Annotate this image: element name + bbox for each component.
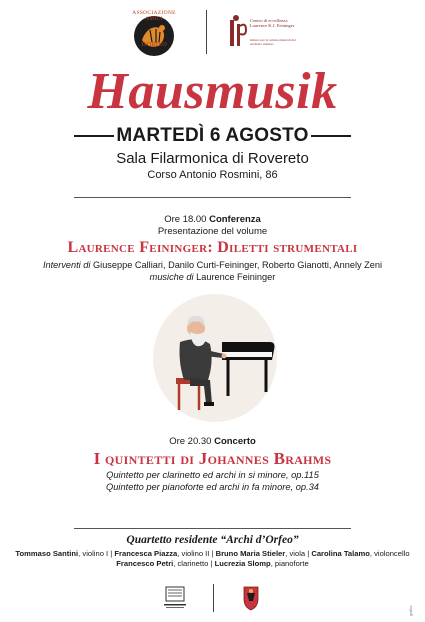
musician-name: Francesco Petri xyxy=(116,559,174,568)
music-author: Laurence Feininger xyxy=(196,272,276,282)
musician-separator: | xyxy=(210,559,213,568)
musician-role: violoncello xyxy=(374,549,410,558)
musicians-row-1: Tommaso Santini, violino I | Francesca Piazza, violino II | Bruno Maria Stieler, viola | Carolina Talamo, violoncello xyxy=(15,549,410,558)
feininger-centre-logo xyxy=(226,10,316,54)
concert-type: Concerto xyxy=(214,436,256,447)
musician-name: Tommaso Santini xyxy=(15,549,79,558)
footer-logo-province xyxy=(236,583,266,613)
centre-name-line2: Laurence K.J. Feininger xyxy=(250,23,295,29)
book-title: Laurence Feininger: Diletti strumentali xyxy=(67,239,358,256)
date-right-rule xyxy=(311,135,351,137)
header-divider xyxy=(206,10,207,54)
conference-music-line xyxy=(0,271,425,283)
event-date-row xyxy=(0,124,425,148)
musician-separator: | xyxy=(110,549,113,558)
library-logo-icon xyxy=(160,583,190,613)
conference-presentation: Presentazione del volume xyxy=(157,226,268,237)
musician-separator: | xyxy=(307,549,310,558)
ensemble-title: Quartetto residente “Archi d’Orfeo” xyxy=(126,534,299,546)
concert-piece: Quintetto per pianoforte ed archi in fa minore, op.34 xyxy=(106,482,319,492)
musician-role: violino II xyxy=(181,549,210,558)
musician-name: Lucrezia Slomp xyxy=(214,559,271,568)
conference-type: Conferenza xyxy=(209,214,261,225)
centre-tagline: Istituto per le culture musicali del territorio trentino xyxy=(250,38,296,46)
section-separator xyxy=(74,197,351,198)
concert-time-line xyxy=(0,436,425,448)
musician-name: Bruno Maria Stieler xyxy=(215,549,286,558)
footer-logo-library xyxy=(160,583,190,613)
province-coat-of-arms-icon xyxy=(236,583,266,613)
event-venue: Sala Filarmonica di Rovereto xyxy=(116,150,309,167)
musician-role: violino I xyxy=(82,549,109,558)
orfeo-sub-text: D'ORFEO xyxy=(141,42,167,48)
musician-role: viola xyxy=(289,549,306,558)
pianist-at-piano-illustration xyxy=(150,292,280,424)
event-title: Hausmusik xyxy=(87,63,338,120)
music-prefix: musiche di xyxy=(149,272,194,282)
musician-name: Carolina Talamo xyxy=(311,549,370,558)
conference-speakers-line xyxy=(0,259,425,271)
speakers-names: Giuseppe Calliari, Danilo Curti-Feininger, Roberto Gianotti, Annely Zeni xyxy=(93,260,383,270)
musician-role: pianoforte xyxy=(274,559,309,568)
event-address: Corso Antonio Rosmini, 86 xyxy=(147,169,278,181)
section-separator xyxy=(74,528,351,529)
pianist-illustration xyxy=(150,292,280,424)
event-date: MARTEDÌ 6 AGOSTO xyxy=(116,125,309,146)
side-credit: grafica xyxy=(409,605,413,616)
musician-role: clarinetto xyxy=(177,559,209,568)
musician-separator: | xyxy=(211,549,214,558)
footer-divider xyxy=(213,584,214,612)
speakers-prefix: Interventi di xyxy=(42,260,91,270)
centre-name xyxy=(250,18,316,29)
concert-piece: Quintetto per clarinetto ed archi in si minore, op.115 xyxy=(106,470,319,480)
conference-time-line xyxy=(0,214,425,226)
centre-name-line1: Centro di eccellenza xyxy=(250,18,288,23)
musician-name: Francesca Piazza xyxy=(114,549,178,558)
concert-title: I quintetti di Johannes Brahms xyxy=(93,449,332,468)
concert-time: Ore 20.30 xyxy=(169,436,212,447)
orfeo-ring-text: ASSOCIAZIONE AMICI xyxy=(132,10,176,22)
orfeo-association-logo xyxy=(126,8,182,58)
conference-time: Ore 18.00 xyxy=(164,214,207,225)
musicians-row-2: Francesco Petri, clarinetto | Lucrezia Slomp, pianoforte xyxy=(116,559,309,568)
